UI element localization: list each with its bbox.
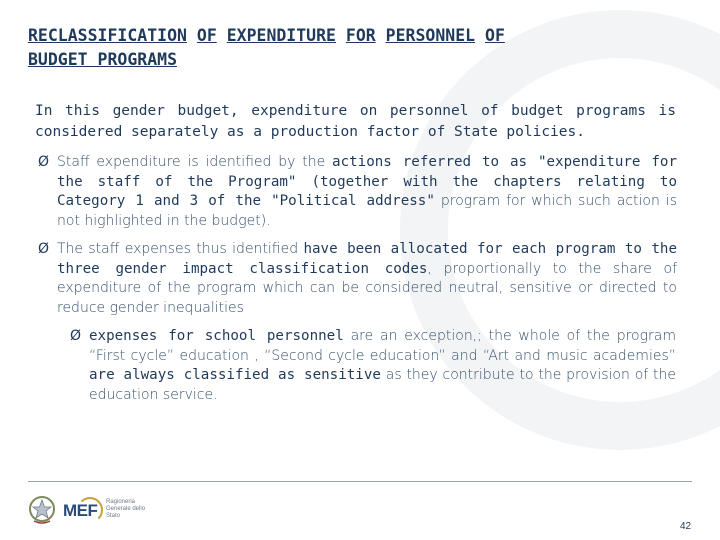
bullet-text: are an exception,; the whole of the program “First cycle” education , “Second cycle education” and “Art and music academies” [89,328,676,364]
title-word: FOR [345,26,376,45]
bullet-text: The staff expenses thus identified [57,241,304,257]
bullet-item [38,240,677,318]
title-word: OF [196,26,217,45]
bullet-text: Staff expenditure is identified by the [57,154,333,170]
bullet-arrow-icon: Ø [38,241,50,257]
title-word: PERSONNEL [385,26,476,45]
mef-logo-icon [63,497,99,525]
bullet-text: program for which such action is not highlighted in the budget). [57,193,677,229]
bullet-emphasis: expenses for school personnel [89,328,344,344]
bullet-emphasis: actions referred to as "expenditure for the staff of the Program" (together with the chapters relating to Category 1 and 3 of the "Political address" [57,154,677,209]
bullet-emphasis: are always classified as sensitive [89,367,381,383]
bullet-text: , proportionally to the share of expenditure of the program which can be considered neutral, sensitive or directed to reduce gender inequalities [57,260,677,316]
mef-logo-text: MEF [63,501,98,520]
mef-caption: Ragioneria Generale dello Stato [106,499,146,519]
bullet-arrow-icon: Ø [38,154,50,170]
intro-paragraph: In this gender budget, expenditure on personnel of budget programs is considered separately as a production factor of State policies. [35,103,676,140]
page-title [28,24,678,72]
title-word: RECLASSIFICATION [28,26,187,45]
title-word: OF [485,26,505,45]
page-number: 42 [680,521,692,532]
bullet-emphasis: have been allocated for each program to the three gender impact classification codes [57,241,677,277]
footer-divider [28,481,692,482]
bullet-item [38,153,677,231]
republic-emblem-icon [28,495,56,525]
title-line-2: BUDGET PROGRAMS [28,50,178,69]
bullet-arrow-icon: Ø [70,328,82,344]
bullet-text: as they contribute to the provision of the education service. [89,367,676,403]
sub-bullet-item [70,327,676,405]
title-word: EXPENDITURE [226,26,336,45]
